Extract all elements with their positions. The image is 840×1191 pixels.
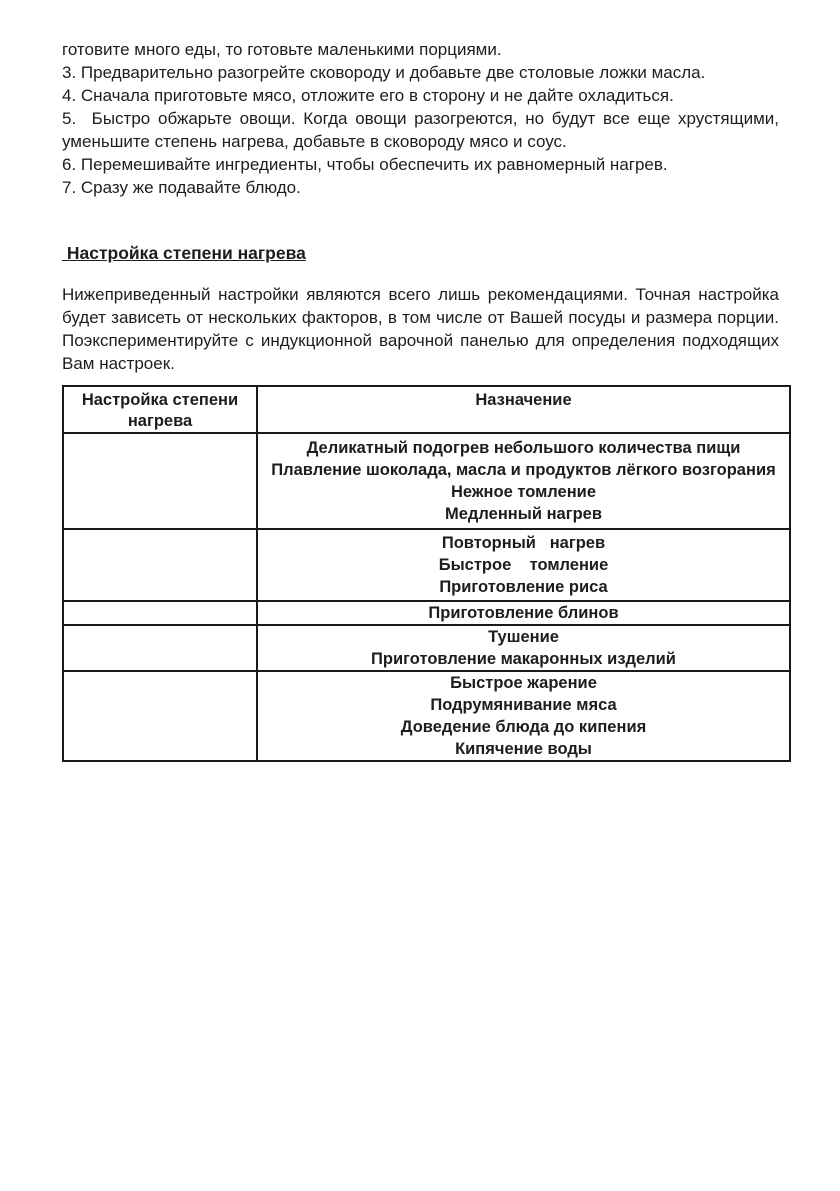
purpose-cell	[257, 601, 790, 625]
purpose-line: Повторный нагрев	[441, 534, 606, 552]
setting-cell	[63, 671, 257, 761]
purpose-line: Приготовление блинов	[428, 604, 619, 622]
text-line: 4. Сначала приготовьте мясо, отложите его в сторону и не дайте охладиться.	[62, 86, 674, 105]
purpose-cell	[257, 625, 790, 671]
header-cell-purpose: Назначение	[257, 386, 790, 433]
table-row	[63, 671, 790, 761]
table-row	[63, 433, 790, 529]
text-line: 7. Сразу же подавайте блюдо.	[62, 178, 301, 197]
purpose-line: Кипячение воды	[455, 740, 592, 758]
purpose-line: Приготовление риса	[439, 578, 608, 596]
purpose-line: Плавление шоколада, масла и продуктов лёгкого возгорания	[271, 461, 776, 479]
purpose-line: Приготовление макаронных изделий	[371, 650, 676, 668]
table-row	[63, 529, 790, 601]
table-row	[63, 625, 790, 671]
cooking-instructions-list	[62, 38, 779, 199]
purpose-line: Подрумянивание мяса	[430, 696, 617, 714]
text-line: Поэкспериментируйте с индукционной варочной панелью для определения подходящих	[62, 331, 779, 350]
purpose-line: Быстрое томление	[438, 556, 609, 574]
section-heading: Настройка степени нагрева	[62, 243, 306, 263]
setting-cell	[63, 601, 257, 625]
purpose-line: Нежное томление	[450, 483, 597, 501]
purpose-cell	[257, 671, 790, 761]
text-line: 3. Предварительно разогрейте сковороду и добавьте две столовые ложки масла.	[62, 63, 706, 82]
purpose-line: Медленный нагрев	[445, 505, 602, 523]
table-row	[63, 601, 790, 625]
heat-settings-table	[62, 385, 791, 762]
text-line: Вам настроек.	[62, 354, 175, 373]
text-line: 5. Быстро обжарьте овощи. Когда овощи разогреются, но будут все еще хрустящими,	[62, 109, 779, 128]
text-line: 6. Перемешивайте ингредиенты, чтобы обеспечить их равномерный нагрев.	[62, 155, 668, 174]
table-head	[63, 386, 790, 433]
header-cell-setting: Настройка степени нагрева	[63, 386, 257, 433]
table-body	[63, 433, 790, 761]
setting-cell	[63, 529, 257, 601]
setting-cell	[63, 625, 257, 671]
setting-cell	[63, 433, 257, 529]
purpose-cell	[257, 433, 790, 529]
text-line: будет зависеть от нескольких факторов, в том числе от Вашей посуды и размера порции.	[62, 308, 779, 327]
intro-paragraph	[62, 283, 779, 375]
table-header-row	[63, 386, 790, 433]
text-line: Нижеприведенный настройки являются всего лишь рекомендациями. Точная настройка	[62, 285, 779, 304]
purpose-line: Деликатный подогрев небольшого количества пищи	[306, 439, 741, 457]
purpose-line: Быстрое жарение	[450, 674, 597, 692]
purpose-line: Доведение блюда до кипения	[400, 718, 647, 736]
purpose-cell	[257, 529, 790, 601]
purpose-line: Тушение	[488, 628, 559, 646]
text-line: готовите много еды, то готовьте маленькими порциями.	[62, 40, 502, 59]
text-line: уменьшите степень нагрева, добавьте в сковороду мясо и соус.	[62, 132, 567, 151]
